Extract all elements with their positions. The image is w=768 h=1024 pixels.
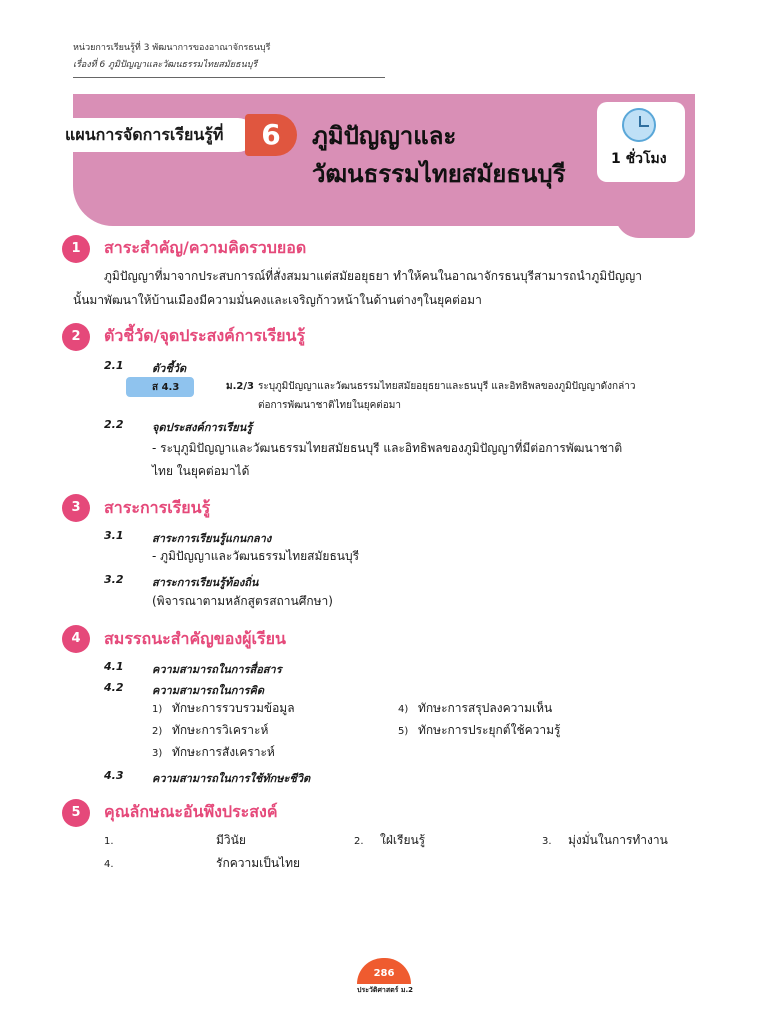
concept-line2: นั้นมาพัฒนาให้บ้านเมืองมีความมั่นคงและเจริญก้าวหน้าในด้านต่างๆในยุคต่อมา bbox=[73, 293, 482, 307]
skill-item: ทักษะการรวบรวมข้อมูล bbox=[172, 701, 295, 715]
plan-number: 6 bbox=[245, 114, 297, 156]
plan-label: แผนการจัดการเรียนรู้ที่ bbox=[55, 118, 255, 152]
sub-3-2-label: สาระการเรียนรู้ท้องถิ่น bbox=[152, 576, 259, 589]
attribute-number: 3. bbox=[542, 836, 552, 847]
unit-header: หน่วยการเรียนรู้ที่ 3 พัฒนาการของอาณาจักรธนบุรี bbox=[73, 43, 271, 53]
sub-3-1-label: สาระการเรียนรู้แกนกลาง bbox=[152, 532, 272, 545]
skill-item: ทักษะการสรุปลงความเห็น bbox=[418, 701, 553, 715]
plan-title-line1: ภูมิปัญญาและ bbox=[312, 122, 457, 150]
objective-line1: - ระบุภูมิปัญญาและวัฒนธรรมไทยสมัยธนบุรี และอิทธิพลของภูมิปัญญาที่มีต่อการพัฒนาชาติ bbox=[152, 441, 623, 455]
skill-number: 3) bbox=[152, 748, 163, 759]
section-5-number: 5 bbox=[62, 799, 90, 827]
skill-number: 5) bbox=[398, 726, 409, 737]
sub-4-3-number: 4.3 bbox=[104, 769, 124, 782]
sub-2-1-number: 2.1 bbox=[104, 359, 124, 372]
objective-line2: ไทย ในยุคต่อมาได้ bbox=[152, 464, 250, 478]
concept-line1: ภูมิปัญญาที่มาจากประสบการณ์ที่สั่งสมมาแต่สมัยอยุธยา ทำให้คนในอาณาจักรธนบุรีสามารถนำภูมิปัญญา bbox=[104, 269, 643, 283]
section-1-number: 1 bbox=[62, 235, 90, 263]
indicator-line2: ต่อการพัฒนาชาติไทยในยุคต่อมา bbox=[258, 400, 401, 411]
skill-item: ทักษะการสังเคราะห์ bbox=[172, 745, 275, 759]
indicator-line1: ระบุภูมิปัญญาและวัฒนธรรมไทยสมัยอยุธยาและธนบุรี และอิทธิพลของภูมิปัญญาดังกล่าว bbox=[258, 381, 636, 392]
plan-title-line2: วัฒนธรรมไทยสมัยธนบุรี bbox=[312, 160, 566, 188]
attribute-number: 1. bbox=[104, 836, 114, 847]
page-number: 286 bbox=[357, 958, 411, 984]
topic-header: เรื่องที่ 6 ภูมิปัญญาและวัฒนธรรมไทยสมัยธนบุรี bbox=[73, 60, 258, 70]
indicator-code: ม.2/3 bbox=[226, 381, 254, 392]
local-content-item: (พิจารณาตามหลักสูตรสถานศึกษา) bbox=[152, 594, 333, 608]
skill-number: 4) bbox=[398, 704, 409, 715]
skill-number: 1) bbox=[152, 704, 163, 715]
sub-4-1-number: 4.1 bbox=[104, 660, 124, 673]
attribute-number: 2. bbox=[354, 836, 364, 847]
section-3-title: สาระการเรียนรู้ bbox=[104, 498, 211, 517]
duration-label: 1 ชั่วโมง bbox=[611, 151, 667, 167]
sub-4-1-label: ความสามารถในการสื่อสาร bbox=[152, 663, 282, 676]
section-4-title: สมรรถนะสำคัญของผู้เรียน bbox=[104, 629, 286, 648]
attribute-item: รักความเป็นไทย bbox=[216, 856, 301, 870]
section-5-title: คุณลักษณะอันพึงประสงค์ bbox=[104, 802, 278, 821]
section-2-number: 2 bbox=[62, 323, 90, 351]
sub-4-3-label: ความสามารถในการใช้ทักษะชีวิต bbox=[152, 772, 311, 785]
section-1-title: สาระสำคัญ/ความคิดรวบยอด bbox=[104, 238, 307, 257]
skill-number: 2) bbox=[152, 726, 163, 737]
section-4-number: 4 bbox=[62, 625, 90, 653]
attribute-item: มีวินัย bbox=[216, 833, 246, 847]
footer-label: ประวัติศาสตร์ ม.2 bbox=[357, 986, 413, 994]
sub-3-1-number: 3.1 bbox=[104, 529, 124, 542]
attribute-item: ใฝ่เรียนรู้ bbox=[380, 833, 426, 847]
sub-2-1-label: ตัวชี้วัด bbox=[152, 362, 187, 375]
attribute-number: 4. bbox=[104, 859, 114, 870]
sub-3-2-number: 3.2 bbox=[104, 573, 124, 586]
attribute-item: มุ่งมั่นในการทำงาน bbox=[568, 833, 668, 847]
skill-item: ทักษะการวิเคราะห์ bbox=[172, 723, 269, 737]
section-3-number: 3 bbox=[62, 494, 90, 522]
skill-item: ทักษะการประยุกต์ใช้ความรู้ bbox=[418, 723, 561, 737]
sub-4-2-label: ความสามารถในการคิด bbox=[152, 684, 264, 697]
header-divider bbox=[73, 77, 385, 78]
standard-code: ส 4.3 bbox=[152, 382, 180, 393]
sub-2-2-label: จุดประสงค์การเรียนรู้ bbox=[152, 421, 253, 434]
clock-icon bbox=[622, 108, 656, 142]
sub-4-2-number: 4.2 bbox=[104, 681, 124, 694]
section-2-title: ตัวชี้วัด/จุดประสงค์การเรียนรู้ bbox=[104, 326, 306, 345]
sub-2-2-number: 2.2 bbox=[104, 418, 124, 431]
core-content-item: - ภูมิปัญญาและวัฒนธรรมไทยสมัยธนบุรี bbox=[152, 549, 360, 563]
